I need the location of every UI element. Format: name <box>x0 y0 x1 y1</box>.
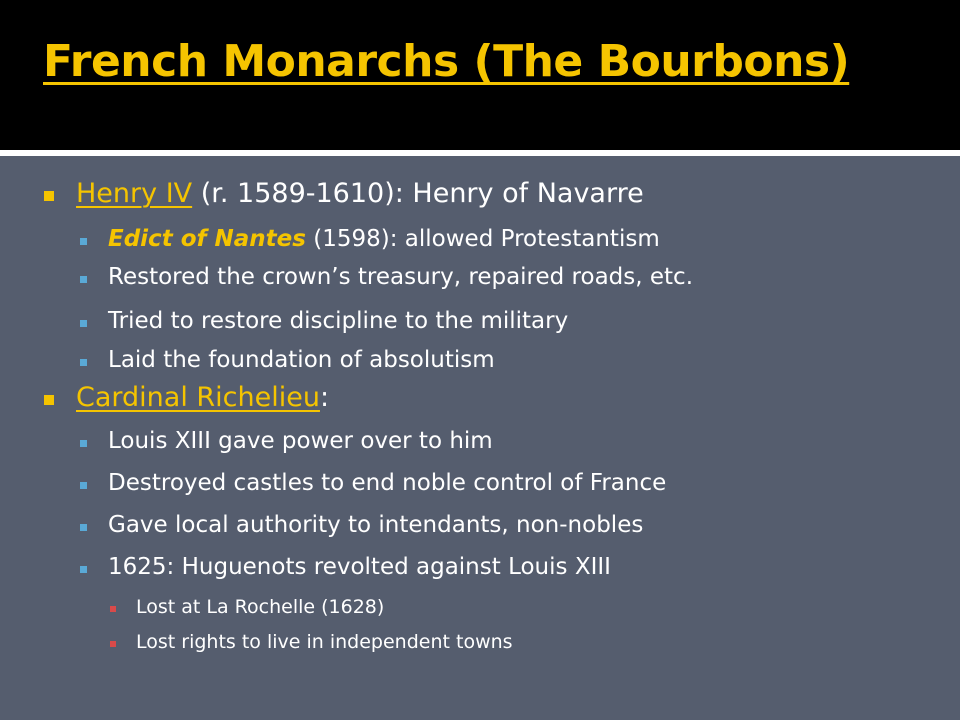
square-bullet-icon <box>80 238 87 245</box>
richelieu-point <box>80 428 493 454</box>
henry-point <box>80 226 660 252</box>
henry-point <box>80 347 495 373</box>
henry-point <box>80 308 568 334</box>
square-bullet-icon <box>110 641 116 647</box>
richelieu-point-text: 1625: Huguenots revolted against Louis XIII <box>108 554 611 580</box>
bullet-henry-iv <box>44 178 644 209</box>
richelieu-subpoint <box>110 596 384 618</box>
richelieu-subpoint-text: Lost rights to live in independent towns <box>136 631 513 653</box>
slide-title: French Monarchs (The Bourbons) <box>43 36 850 87</box>
richelieu-point-text: Louis XIII gave power over to him <box>108 428 493 454</box>
edict-of-nantes: Edict of Nantes <box>108 226 306 252</box>
square-bullet-icon <box>80 524 87 531</box>
richelieu-point-text: Gave local authority to intendants, non-nobles <box>108 512 644 538</box>
henry-point-text: Laid the foundation of absolutism <box>108 347 495 373</box>
square-bullet-icon <box>44 395 54 405</box>
richelieu-point <box>80 554 611 580</box>
richelieu-point <box>80 512 643 538</box>
square-bullet-icon <box>110 606 116 612</box>
square-bullet-icon <box>80 359 87 366</box>
square-bullet-icon <box>80 320 87 327</box>
square-bullet-icon <box>80 482 87 489</box>
bullet-cardinal-richelieu <box>44 382 329 413</box>
title-bar <box>0 0 960 150</box>
square-bullet-icon <box>80 276 87 283</box>
henry-point-text: (1598): allowed Protestantism <box>305 226 660 252</box>
slide-content <box>0 156 960 720</box>
cardinal-richelieu-link[interactable]: Cardinal Richelieu <box>76 382 320 413</box>
square-bullet-icon <box>80 566 87 573</box>
square-bullet-icon <box>44 191 54 201</box>
square-bullet-icon <box>80 440 87 447</box>
richelieu-point-text: Destroyed castles to end noble control of France <box>108 470 667 496</box>
richelieu-subpoint <box>110 631 513 653</box>
henry-iv-detail: (r. 1589-1610): Henry of Navarre <box>192 178 644 209</box>
richelieu-point <box>80 470 666 496</box>
richelieu-colon: : <box>319 382 330 413</box>
henry-point-text: Restored the crown’s treasury, repaired roads, etc. <box>108 264 694 290</box>
henry-point-text: Tried to restore discipline to the military <box>108 308 569 334</box>
henry-iv-link[interactable]: Henry IV <box>76 178 193 209</box>
henry-point <box>80 264 693 290</box>
richelieu-subpoint-text: Lost at La Rochelle (1628) <box>136 596 385 618</box>
